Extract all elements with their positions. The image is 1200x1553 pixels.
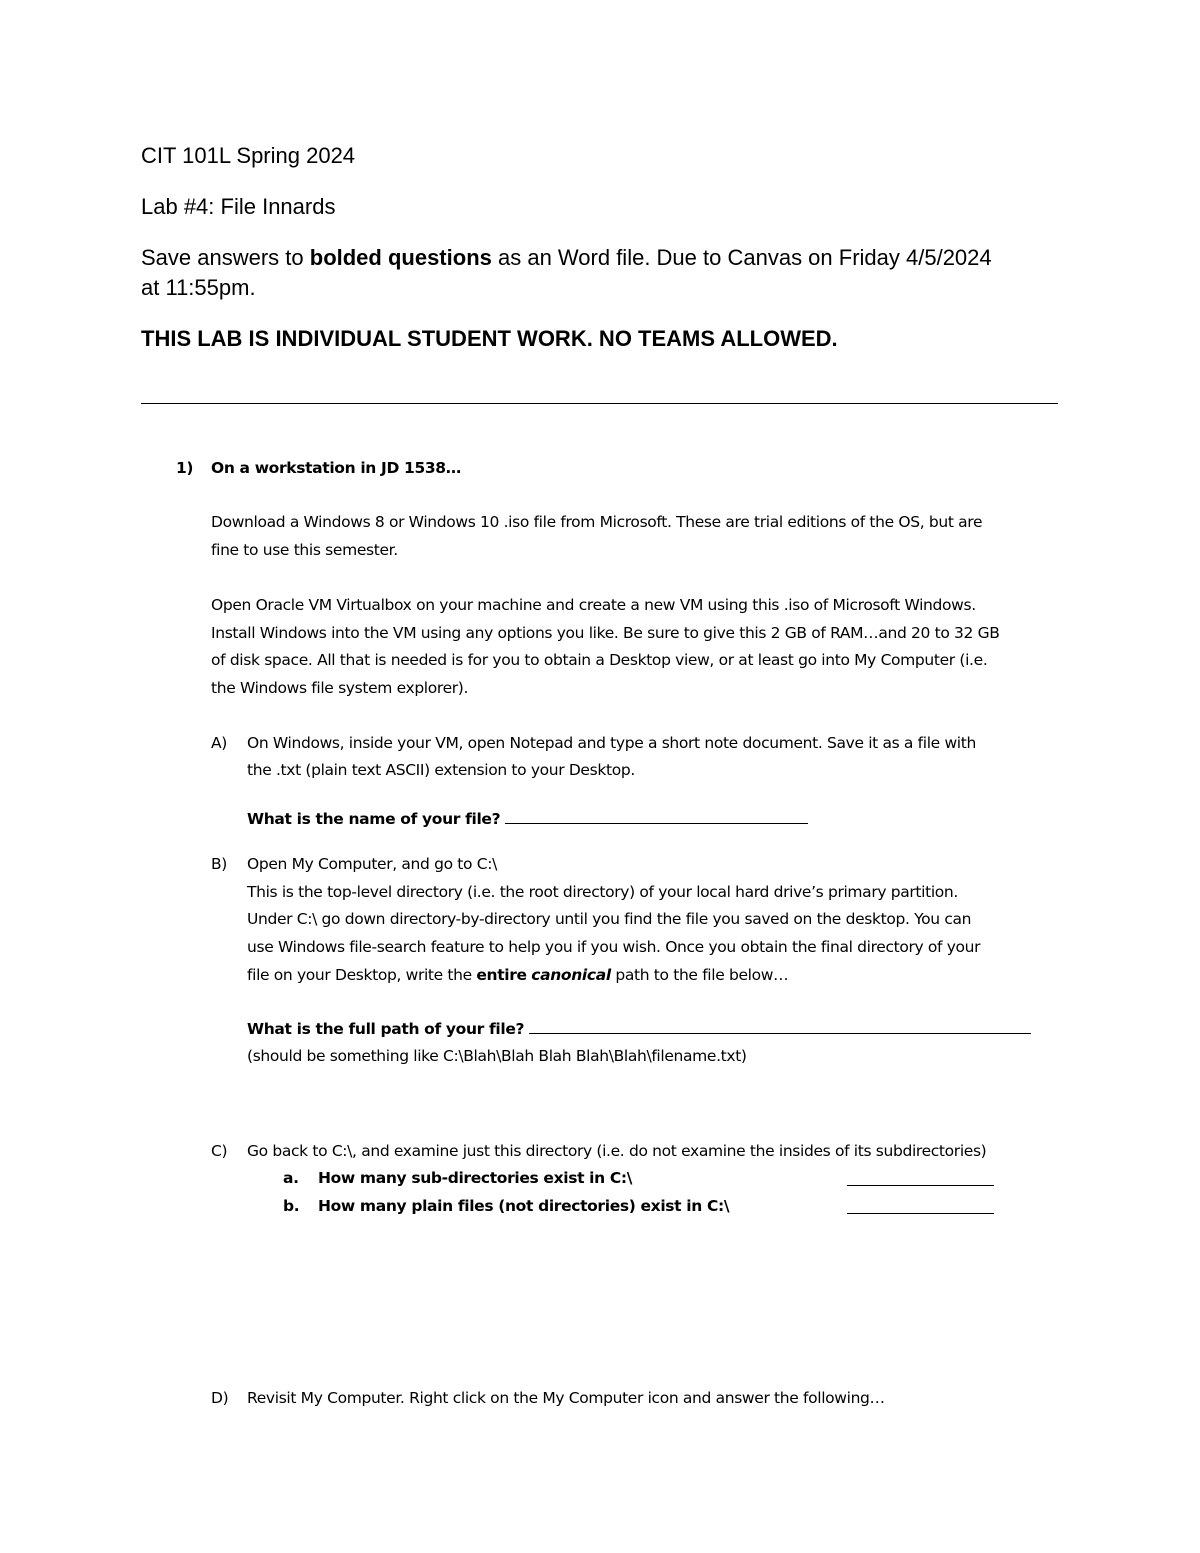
part-a-marker: A) (211, 734, 227, 752)
part-b-last-line (247, 966, 788, 984)
part-b-line: Open My Computer, and go to C:\ (247, 855, 497, 873)
part-b-line: This is the top-level directory (i.e. the root directory) of your local hard drive’s primary partition. (247, 883, 958, 901)
plain-files-answer-blank[interactable] (847, 1199, 994, 1219)
course-title: CIT 101L Spring 2024 (141, 143, 356, 168)
part-a-question-text: What is the name of your file? (247, 810, 501, 828)
instructions-line-1 (141, 245, 992, 271)
part-c-item-marker: b. (283, 1197, 300, 1215)
part-c-item-marker: a. (283, 1169, 299, 1187)
part-c-item-text: How many plain files (not directories) exist in C:\ (318, 1197, 730, 1215)
part-d-marker: D) (211, 1389, 229, 1407)
instructions-line-2: at 11:55pm. (141, 275, 256, 300)
instructions-text-b: as an Word file. Due to Canvas on Friday 4/5/2024 (491, 245, 992, 270)
q1-number: 1) (176, 459, 194, 477)
part-a-line: On Windows, inside your VM, open Notepad and type a short note document. Save it as a file with (247, 734, 976, 752)
part-a-line: the .txt (plain text ASCII) extension to your Desktop. (247, 761, 635, 779)
part-c-line: Go back to C:\, and examine just this directory (i.e. do not examine the insides of its subdirectories) (247, 1142, 987, 1160)
horizontal-rule (141, 403, 1058, 404)
instructions-bold: bolded questions (309, 245, 492, 270)
part-d-line: Revisit My Computer. Right click on the My Computer icon and answer the following… (247, 1389, 885, 1407)
part-b-last-text-a: file on your Desktop, write the (247, 966, 477, 984)
part-b-marker: B) (211, 855, 227, 873)
lab-title: Lab #4: File Innards (141, 194, 336, 219)
part-c-marker: C) (211, 1142, 228, 1160)
part-b-line: Under C:\ go down directory-by-directory until you find the file you saved on the desktop. You can (247, 910, 972, 928)
q1-para1-line: fine to use this semester. (211, 541, 398, 559)
part-b-line: use Windows file-search feature to help you if you wish. Once you obtain the final directory of your (247, 938, 981, 956)
q1-para2-line: Install Windows into the VM using any options you like. Be sure to give this 2 GB of RAM…and 20 to 32 GB (211, 624, 1000, 642)
part-b-canonical: canonical (531, 966, 611, 984)
q1-para2-line: of disk space. All that is needed is for you to obtain a Desktop view, or at least go into My Computer (i.e. (211, 651, 988, 669)
file-name-answer-blank[interactable] (505, 809, 808, 824)
part-b-question-text: What is the full path of your file? (247, 1020, 525, 1038)
part-b-entire: entire (476, 966, 527, 984)
q1-heading: On a workstation in JD 1538… (211, 459, 461, 477)
part-c-item-text: How many sub-directories exist in C:\ (318, 1169, 633, 1187)
q1-para2-line: the Windows file system explorer). (211, 679, 469, 697)
part-b-hint: (should be something like C:\Blah\Blah Blah Blah\Blah\filename.txt) (247, 1047, 747, 1065)
part-a-question (247, 809, 808, 828)
instructions-text-a: Save answers to (141, 245, 310, 270)
q1-para2-line: Open Oracle VM Virtualbox on your machine and create a new VM using this .iso of Microsoft Windows. (211, 596, 976, 614)
warning-notice: THIS LAB IS INDIVIDUAL STUDENT WORK. NO TEAMS ALLOWED. (141, 326, 838, 351)
q1-para1-line: Download a Windows 8 or Windows 10 .iso file from Microsoft. These are trial editions of the OS, but are (211, 513, 983, 531)
full-path-answer-blank[interactable] (529, 1019, 1031, 1034)
part-b-question (247, 1019, 1031, 1038)
subdirectories-answer-blank[interactable] (847, 1171, 994, 1191)
part-b-last-text-b: path to the file below… (610, 966, 789, 984)
